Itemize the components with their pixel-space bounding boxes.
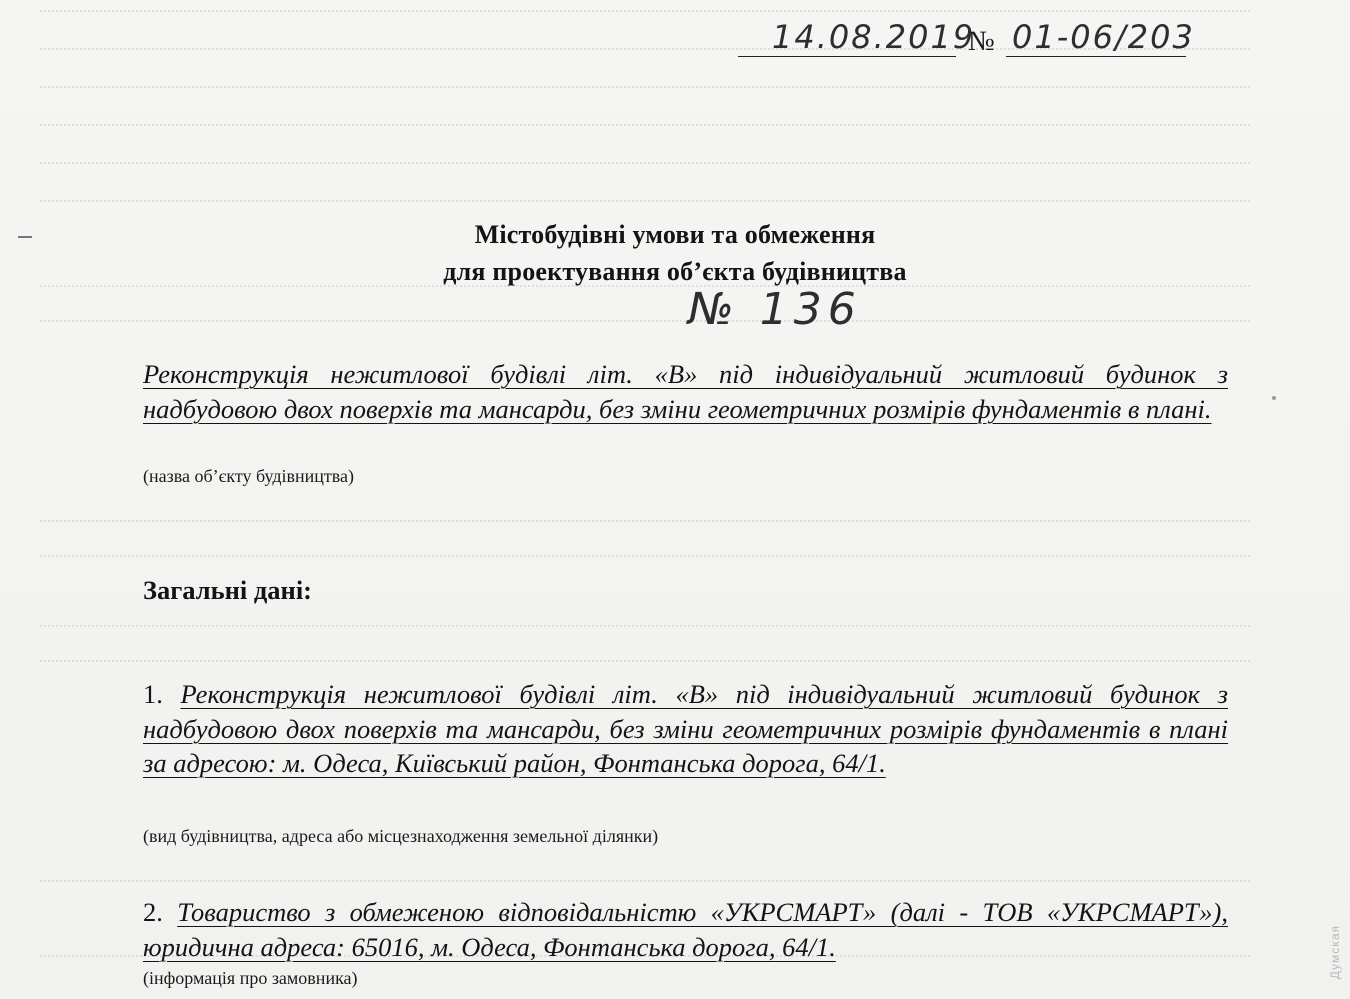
bleed-through-line — [40, 200, 1250, 216]
bleed-through-line — [40, 320, 1250, 336]
bleed-through-line — [40, 660, 1250, 676]
bleed-through-line — [40, 86, 1250, 102]
handwritten-document-number: № 136 — [688, 284, 862, 335]
document-title-line-1: Містобудівні умови та обмеження — [474, 220, 876, 249]
object-name-text: Реконструкція нежитлової будівлі літ. «В» під індивідуальний житловий будинок з надбудовою двох поверхів та мансарди, без зміни геометричних розмірів фундаментів в плані. — [143, 359, 1228, 424]
general-item-2 — [143, 895, 1228, 964]
object-name-caption: (назва об’єкту будівництва) — [143, 466, 354, 486]
item-1-number: 1. — [143, 679, 163, 709]
number-sign: № — [968, 26, 995, 57]
bleed-through-line — [40, 124, 1250, 140]
item-1-text: Реконструкція нежитлової будівлі літ. «В» під індивідуальний житловий будинок з надбудовою двох поверхів та мансарди, без зміни геометричних розмірів фундаментів в плані за адресою: м. Одеса, Київський район, Фонтанська дорога, 64/1. — [143, 679, 1228, 778]
general-item-1 — [143, 677, 1228, 781]
bleed-through-line — [40, 555, 1250, 571]
object-name — [143, 357, 1228, 426]
item-2-caption: (інформація про замовника) — [143, 968, 358, 988]
bleed-through-line — [40, 625, 1250, 641]
document-title-line-2: для проектування об’єкта будівництва — [443, 257, 907, 286]
bleed-through-line — [40, 162, 1250, 178]
date-underline — [738, 56, 956, 57]
page-speck — [1272, 396, 1276, 400]
bleed-through-line — [40, 880, 1250, 896]
registration-number: 01-06/203 — [1012, 18, 1195, 56]
watermark: Думская — [1328, 925, 1342, 980]
number-underline — [1006, 56, 1186, 57]
item-2-number: 2. — [143, 897, 163, 927]
general-data-heading: Загальні дані: — [143, 575, 313, 605]
item-2-text: Товариство з обмеженою відповідальністю «УКРСМАРТ» (далі - ТОВ «УКРСМАРТ»), юридична адреса: 65016, м. Одеса, Фонтанська дорога, 64/1. — [143, 897, 1229, 962]
registration-date: 14.08.2019 — [772, 18, 976, 56]
bleed-through-line — [40, 520, 1250, 536]
bleed-through-line — [40, 285, 1250, 301]
item-1-caption: (вид будівництва, адреса або місцезнаходження земельної ділянки) — [143, 826, 659, 846]
